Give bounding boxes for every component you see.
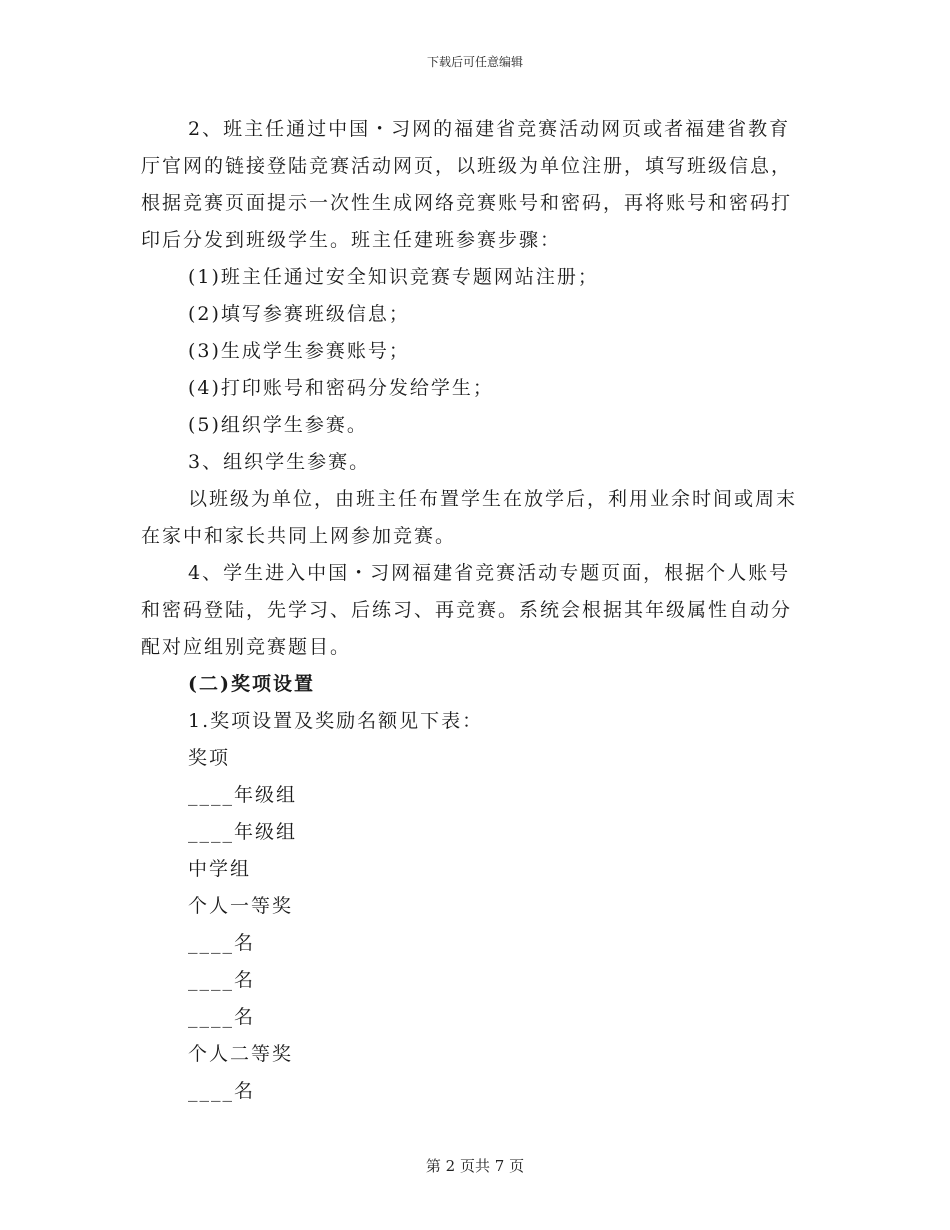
award-line: 奖项 <box>188 747 231 769</box>
section-heading-awards: (二)奖项设置 <box>188 673 315 695</box>
document-body <box>141 111 809 1110</box>
award-line: ____名 <box>188 1080 256 1102</box>
award-intro: 1.奖项设置及奖励名额见下表： <box>188 710 484 732</box>
paragraph-student-login: 4、学生进入中国・习网福建省竞赛活动专题页面，根据个人账号和密码登陆，先学习、后练习、再竞赛。系统会根据其年级属性自动分配对应组别竞赛题目。 <box>141 562 793 658</box>
award-line: ____名 <box>188 969 256 991</box>
paragraph-registration: 2、班主任通过中国・习网的福建省竞赛活动网页或者福建省教育厅官网的链接登陆竞赛活动网页，以班级为单位注册，填写班级信息，根据竞赛页面提示一次性生成网络竞赛账号和密码，再将账号和密码打印后分发到班级学生。班主任建班参赛步骤： <box>141 118 793 251</box>
award-line: ____年级组 <box>188 821 298 843</box>
award-line: 个人二等奖 <box>188 1043 294 1065</box>
step-3: (3)生成学生参赛账号； <box>188 340 410 362</box>
award-line: ____名 <box>188 1006 256 1028</box>
page-footer: 第 2 页共 7 页 <box>425 1157 525 1175</box>
step-4: (4)打印账号和密码分发给学生； <box>188 377 494 399</box>
step-2: (2)填写参赛班级信息； <box>188 303 410 325</box>
step-1: (1)班主任通过安全知识竞赛专题网站注册； <box>188 266 599 288</box>
page-header: 下载后可任意编辑 <box>426 55 523 69</box>
award-line: 个人一等奖 <box>188 895 294 917</box>
step-5: (5)组织学生参赛。 <box>188 414 368 436</box>
paragraph-organize-body: 以班级为单位，由班主任布置学生在放学后，利用业余时间或周末在家中和家长共同上网参加竞赛。 <box>141 488 798 547</box>
paragraph-organize: 3、组织学生参赛。 <box>188 451 371 473</box>
award-line: 中学组 <box>188 858 252 880</box>
award-line: ____名 <box>188 932 256 954</box>
award-line: ____年级组 <box>188 784 298 806</box>
